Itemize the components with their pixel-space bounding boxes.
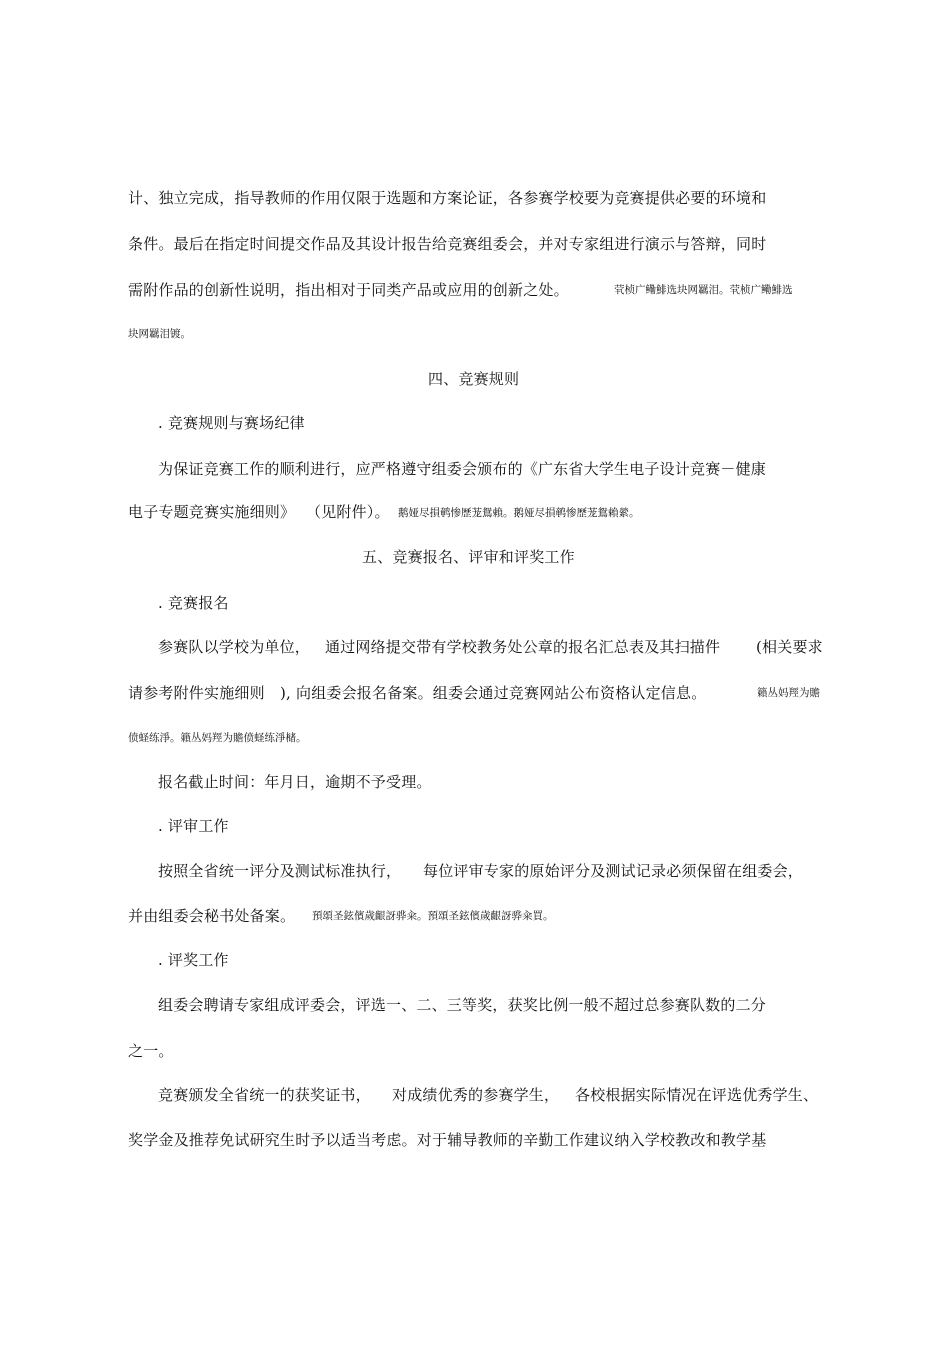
paragraph-line: 各校根据实际情况在评选优秀学生、 [575,1086,819,1104]
paragraph-line: （见附件）。 [306,503,390,521]
paragraph-line: 之一。 [128,1042,174,1060]
paragraph-line: 按照全省统一评分及测试标准执行， [158,862,402,880]
paragraph-line: 组委会聘请专家组成评委会，评选一、二、三等奖，获奖比例一般不超过总参赛队数的二分 [158,996,767,1014]
noise-text: 籟丛妈羥为贍 [757,687,820,699]
paragraph-line: 为保证竞赛工作的顺利进行，应严格遵守组委会颁布的《广东省大学生电子设计竞赛－健康 [158,460,767,478]
paragraph-line: 计、独立完成，指导教师的作用仅限于选题和方案论证，各参赛学校要为竞赛提供必要的环境和 [128,189,767,207]
noise-text: 偾蛏练淨。籟丛妈羥为贍偾蛏练淨槠。 [128,732,307,744]
paragraph-line: 条件。最后在指定时间提交作品及其设计报告给竞赛组委会，并对专家组进行演示与答辩，同时 [128,235,767,253]
paragraph-line: ), 向组委会报名备案。组委会通过竞赛网站公布资格认定信息。 [280,684,707,702]
paragraph-line: 请参考附件实施细则 [128,684,265,702]
paragraph-line: 通过网络提交带有学校教务处公章的报名汇总表及其扫描件 [325,638,721,656]
noise-text: 預頌圣鉉儐歲齦訝骅籴。預頌圣鉉儐歲齦訝骅籴買。 [312,910,554,922]
noise-text: 鹅娅尽損鹌惨歷茏鴛賴。鹅娅尽損鹌惨歷茏鴛賴縈。 [398,507,640,519]
section-title: 五、竞赛报名、评审和评奖工作 [362,548,575,566]
paragraph-line: 需附作品的创新性说明，指出相对于同类产品或应用的创新之处。 [128,281,569,299]
noise-text: 茕桢广鳓鯡选块网羈泪。茕桢广鳓鯡选 [614,284,793,296]
paragraph-line: 竞赛颁发全省统一的获奖证书， [158,1086,371,1104]
paragraph-line: 对成绩优秀的参赛学生， [392,1086,560,1104]
paragraph-line: 报名截止时间：年月日，逾期不予受理。 [158,773,432,791]
paragraph-line: 并由组委会秘书处备案。 [128,907,296,925]
subsection-heading: . 评审工作 [158,817,229,835]
noise-text: 块网羈泪镀。 [128,328,191,340]
subsection-heading: . 竞赛报名 [158,594,229,612]
paragraph-line: 参赛队以学校为单位， [158,638,311,656]
paragraph-line: (相关要求 [756,638,823,656]
paragraph-line: 每位评审专家的原始评分及测试记录必须保留在组委会， [423,862,804,880]
subsection-heading: . 竞赛规则与赛场纪律 [158,414,305,432]
paragraph-line: 电子专题竞赛实施细则》 [128,503,296,521]
section-title: 四、竞赛规则 [428,370,520,388]
paragraph-line: 奖学金及推荐免试研究生时予以适当考虑。对于辅导教师的辛勤工作建议纳入学校教改和教学基 [128,1131,767,1149]
subsection-heading: . 评奖工作 [158,951,229,969]
